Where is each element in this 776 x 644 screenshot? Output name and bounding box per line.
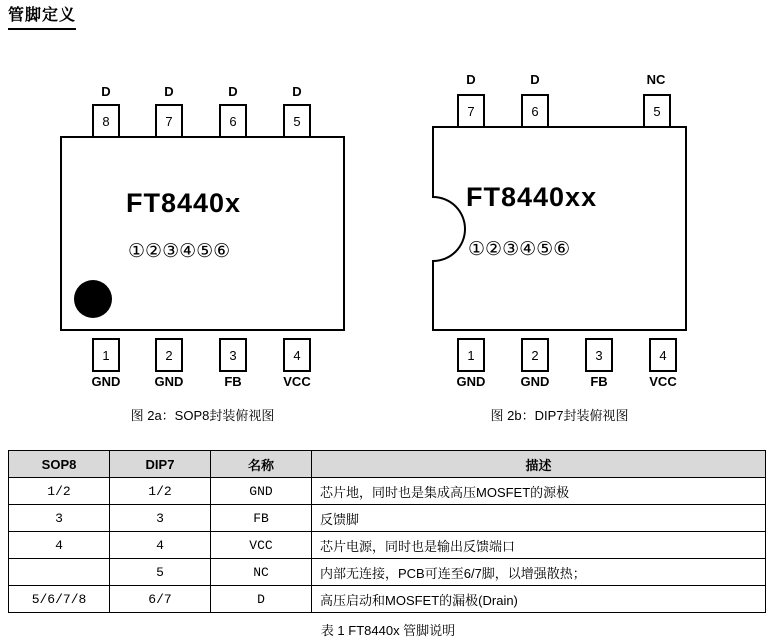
table-row [9, 532, 766, 559]
pad-label-bottom-2: GND [154, 374, 184, 389]
pad-label-bottom-4: VCC [283, 374, 311, 389]
figure-caption-sop8: 图 2a：SOP8封装俯视图 [130, 408, 275, 423]
dip7-pad-bottom-3: 3 [585, 338, 613, 372]
dip7-chip-name: FT8440xx [466, 182, 598, 212]
dip7-pad-label-bottom-1: GND [456, 374, 486, 389]
dip7-pad-bottom-1: 1 [457, 338, 485, 372]
cell-sop8: 4 [9, 532, 110, 559]
col-header-sop8: SOP8 [9, 451, 110, 478]
dip7-pad-label-top-2: D [530, 72, 540, 87]
dip7-pad-label-top-1: D [466, 72, 476, 87]
cell-sop8 [9, 559, 110, 586]
pad-label-bottom-1: GND [91, 374, 121, 389]
pad-bottom-1: 1 [92, 338, 120, 372]
cell-sop8: 3 [9, 505, 110, 532]
cell-dip7: 5 [110, 559, 211, 586]
table-row [9, 559, 766, 586]
cell-name: D [211, 586, 312, 613]
figure-caption-dip7: 图 2b：DIP7封装俯视图 [490, 408, 629, 423]
cell-name: FB [211, 505, 312, 532]
pad-top-3: 6 [219, 104, 247, 138]
pad-top-2: 7 [155, 104, 183, 138]
cell-dip7: 6/7 [110, 586, 211, 613]
cell-name: GND [211, 478, 312, 505]
cell-dip7: 1/2 [110, 478, 211, 505]
pad-label-top-2: D [164, 84, 174, 99]
col-header-dip7: DIP7 [110, 451, 211, 478]
pin1-dot-marker [74, 280, 112, 318]
dip7-circled-numbers: ①②③④⑤⑥ [468, 239, 571, 260]
table-row [9, 586, 766, 613]
sop8-circled-numbers: ①②③④⑤⑥ [128, 241, 231, 262]
col-header-name: 名称 [211, 451, 312, 478]
pad-label-bottom-3: FB [224, 374, 242, 389]
dip7-pad-label-bottom-4: VCC [649, 374, 677, 389]
cell-description: 芯片电源，同时也是输出反馈端口 [312, 532, 766, 559]
cell-description: 高压启动和MOSFET的漏极(Drain) [312, 586, 766, 613]
sop8-chip-name: FT8440x [126, 188, 242, 218]
dip7-pad-bottom-4: 4 [649, 338, 677, 372]
cell-sop8: 5/6/7/8 [9, 586, 110, 613]
pad-bottom-3: 3 [219, 338, 247, 372]
dip7-pad-top-1: 7 [457, 94, 485, 128]
dip7-pad-label-top-3: NC [646, 72, 666, 87]
cell-sop8: 1/2 [9, 478, 110, 505]
table-header-row [9, 451, 766, 478]
dip7-pad-label-bottom-2: GND [520, 374, 550, 389]
cell-description: 反馈脚 [312, 505, 766, 532]
cell-dip7: 4 [110, 532, 211, 559]
table-row [9, 505, 766, 532]
cell-name: VCC [211, 532, 312, 559]
dip7-pad-label-bottom-3: FB [590, 374, 608, 389]
cell-name: NC [211, 559, 312, 586]
pad-label-top-4: D [292, 84, 302, 99]
dip7-pad-bottom-2: 2 [521, 338, 549, 372]
pad-label-top-3: D [228, 84, 238, 99]
cell-dip7: 3 [110, 505, 211, 532]
col-header-description: 描述 [312, 451, 766, 478]
table-caption: 表 1 FT8440x 管脚说明 [320, 623, 456, 638]
cell-description: 芯片地，同时也是集成高压MOSFET的源极 [312, 478, 766, 505]
pad-label-top-1: D [101, 84, 111, 99]
pin-description-table [8, 450, 766, 613]
pad-bottom-2: 2 [155, 338, 183, 372]
dip7-body [432, 126, 687, 331]
page-title: 管脚定义 [8, 6, 76, 30]
table-row [9, 478, 766, 505]
dip7-pad-top-2: 6 [521, 94, 549, 128]
pad-top-4: 5 [283, 104, 311, 138]
dip7-pad-top-3: 5 [643, 94, 671, 128]
cell-description: 内部无连接，PCB可连至6/7脚，以增强散热； [312, 559, 766, 586]
pad-top-1: 8 [92, 104, 120, 138]
pad-bottom-4: 4 [283, 338, 311, 372]
